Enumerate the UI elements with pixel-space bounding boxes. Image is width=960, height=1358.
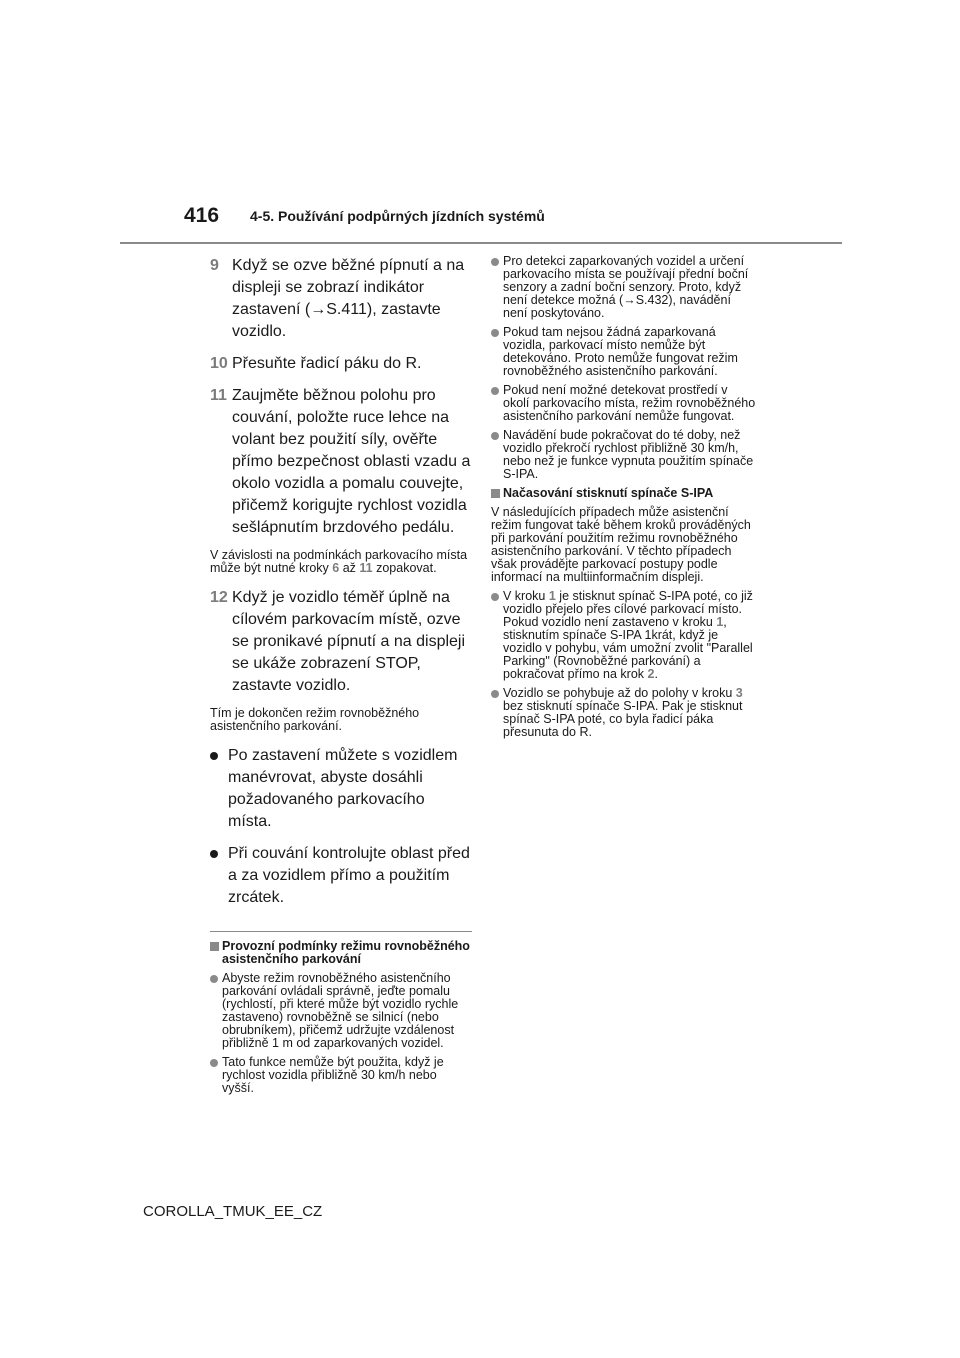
bullet-text: Po zastavení můžete s vozidlem manévrovat, abyste dosáhli požadovaného parkovacího místa. bbox=[228, 747, 458, 830]
step-text: Když se ozve běžné pípnutí a na displeji se zobrazí indikátor zastavení (→S.411), zastavte vozidlo. bbox=[232, 257, 465, 340]
list-item bbox=[210, 745, 472, 833]
step-reference: 6 bbox=[332, 561, 340, 575]
list-item bbox=[210, 1056, 472, 1095]
bullet-text: je stisknut spínač S-IPA poté, co již vozidlo přejelo přes cílové parkovací místo. Pokud vozidlo není zastaveno v kroku bbox=[503, 589, 753, 629]
step-12 bbox=[210, 587, 472, 697]
step-number: 10 bbox=[210, 355, 228, 372]
list-item bbox=[491, 326, 757, 378]
step-number: 9 bbox=[210, 257, 219, 274]
square-bullet-icon bbox=[491, 489, 500, 498]
step-reference: 1 bbox=[548, 589, 556, 603]
bullet-text: , stisknutím spínače S-IPA 1krát, když je vozidlo v pohybu, vám umožní zvolit "Parallel Parking" (Rovnoběžné parkování) a pokračovat přímo na krok bbox=[503, 615, 753, 681]
step-text: Zaujměte běžnou polohu pro couvání, položte ruce lehce na volant bez použití síly, ověřte přímo bezpečnost oblasti vzadu a okolo vozidla a pomalu couvejte, přičemž korigujte rychlost vozidla sešlápnutím brzdového pedálu. bbox=[232, 387, 471, 536]
footer-doc-id: COROLLA_TMUK_EE_CZ bbox=[143, 1203, 323, 1220]
completion-note: Tím je dokončen režim rovnoběžného asistenčního parkování. bbox=[210, 706, 420, 733]
bullet-icon bbox=[491, 432, 499, 440]
bullet-text: Pro detekci zaparkovaných vozidel a určení parkovacího místa se používají přední boční senzory a zadní boční senzory. Proto, když není detekce možná (→S.432), navádění není poskytováno. bbox=[503, 254, 749, 320]
step-10 bbox=[210, 353, 472, 375]
bullet-icon bbox=[491, 593, 499, 601]
list-item bbox=[491, 255, 757, 320]
bullet-icon bbox=[210, 1059, 218, 1067]
sub-heading bbox=[491, 487, 757, 500]
list-item bbox=[491, 687, 757, 739]
note-text: zopakovat. bbox=[372, 561, 437, 575]
bullet-text: Tato funkce nemůže být použita, když je rychlost vozidla přibližně 30 km/h nebo vyšší. bbox=[222, 1055, 444, 1095]
section-title: 4-5. Používání podpůrných jízdních systémů bbox=[250, 208, 545, 224]
step-text: Přesuňte řadicí páku do R. bbox=[232, 355, 422, 372]
bullet-text: Pokud není možné detekovat prostředí v okolí parkovacího místa, režim rovnoběžného asistenčního parkování nemůže fungovat. bbox=[503, 383, 756, 423]
sub-heading bbox=[210, 940, 472, 966]
bullet-text: Navádění bude pokračovat do té doby, než vozidlo překročí rychlost přibližně 30 km/h, nebo než je funkce vypnuta použitím spínače S-IPA. bbox=[503, 428, 754, 481]
list-item bbox=[491, 384, 757, 423]
sub-heading-text: Načasování stisknutí spínače S-IPA bbox=[503, 486, 714, 500]
step-11 bbox=[210, 385, 472, 539]
step-number: 11 bbox=[210, 387, 227, 404]
bullet-text: Abyste režim rovnoběžného asistenčního parkování ovládali správně, jeďte pomalu (rychlostí, při které může být vozidlo rychle zastaveno) rovnoběžně se silnicí (nebo obrubníkem), přičemž udržujte vzdálenost přibližně 1 m od zaparkovaných vozidel. bbox=[222, 971, 459, 1050]
bullet-icon bbox=[491, 387, 499, 395]
bullet-icon bbox=[210, 850, 218, 858]
note-text: až bbox=[339, 561, 360, 575]
bullet-text: . bbox=[654, 667, 658, 681]
list-item bbox=[210, 972, 472, 1050]
list-item bbox=[491, 429, 757, 481]
paragraph: V následujících případech může asistenční režim fungovat také během kroků prováděných při parkování použitím režimu rovnoběžného asistenčního parkování. V těchto případech však provádějte parkovací postupy podle informací na multiinformačním displeji. bbox=[491, 505, 751, 584]
list-item bbox=[491, 590, 757, 681]
bullet-text: Vozidlo se pohybuje až do polohy v kroku bbox=[503, 686, 736, 700]
right-column bbox=[491, 255, 757, 745]
bullet-icon bbox=[491, 258, 499, 266]
bullet-text: bez stisknutí spínače S-IPA. Pak je stisknut spínač S-IPA poté, co byla řadicí páka přesunuta do R. bbox=[503, 699, 743, 739]
bullet-text: Při couvání kontrolujte oblast před a za vozidlem přímo a použitím zrcátek. bbox=[228, 845, 470, 906]
bullet-text: V kroku bbox=[503, 589, 549, 603]
step-reference: 3 bbox=[735, 686, 743, 700]
bullet-icon bbox=[210, 752, 218, 760]
square-bullet-icon bbox=[210, 942, 219, 951]
page-number: 416 bbox=[184, 204, 220, 227]
note-text: V závislosti na podmínkách parkovacího místa může být nutné kroky bbox=[210, 548, 468, 575]
list-item bbox=[210, 843, 472, 909]
bullet-icon bbox=[491, 690, 499, 698]
bullet-icon bbox=[210, 975, 218, 983]
header-divider bbox=[120, 242, 842, 244]
step-reference: 1 bbox=[716, 615, 724, 629]
step-9 bbox=[210, 255, 472, 343]
step-reference: 11 bbox=[359, 561, 373, 575]
sub-heading-text: Provozní podmínky režimu rovnoběžného asistenčního parkování bbox=[222, 939, 470, 966]
step-number: 12 bbox=[210, 589, 228, 606]
left-column bbox=[210, 255, 472, 1101]
step-reference: 2 bbox=[647, 667, 655, 681]
bullet-text: Pokud tam nejsou žádná zaparkovaná vozidla, parkovací místo nemůže být detekováno. Proto nemůže fungovat režim rovnoběžného asistenčního parkování. bbox=[503, 325, 738, 378]
bullet-icon bbox=[491, 329, 499, 337]
section-divider bbox=[210, 931, 472, 932]
repeat-steps-note bbox=[210, 549, 472, 575]
step-text: Když je vozidlo téměř úplně na cílovém parkovacím místě, ozve se pronikavé pípnutí a na displeji se ukáže zobrazení STOP, zastavte vozidlo. bbox=[232, 589, 466, 694]
